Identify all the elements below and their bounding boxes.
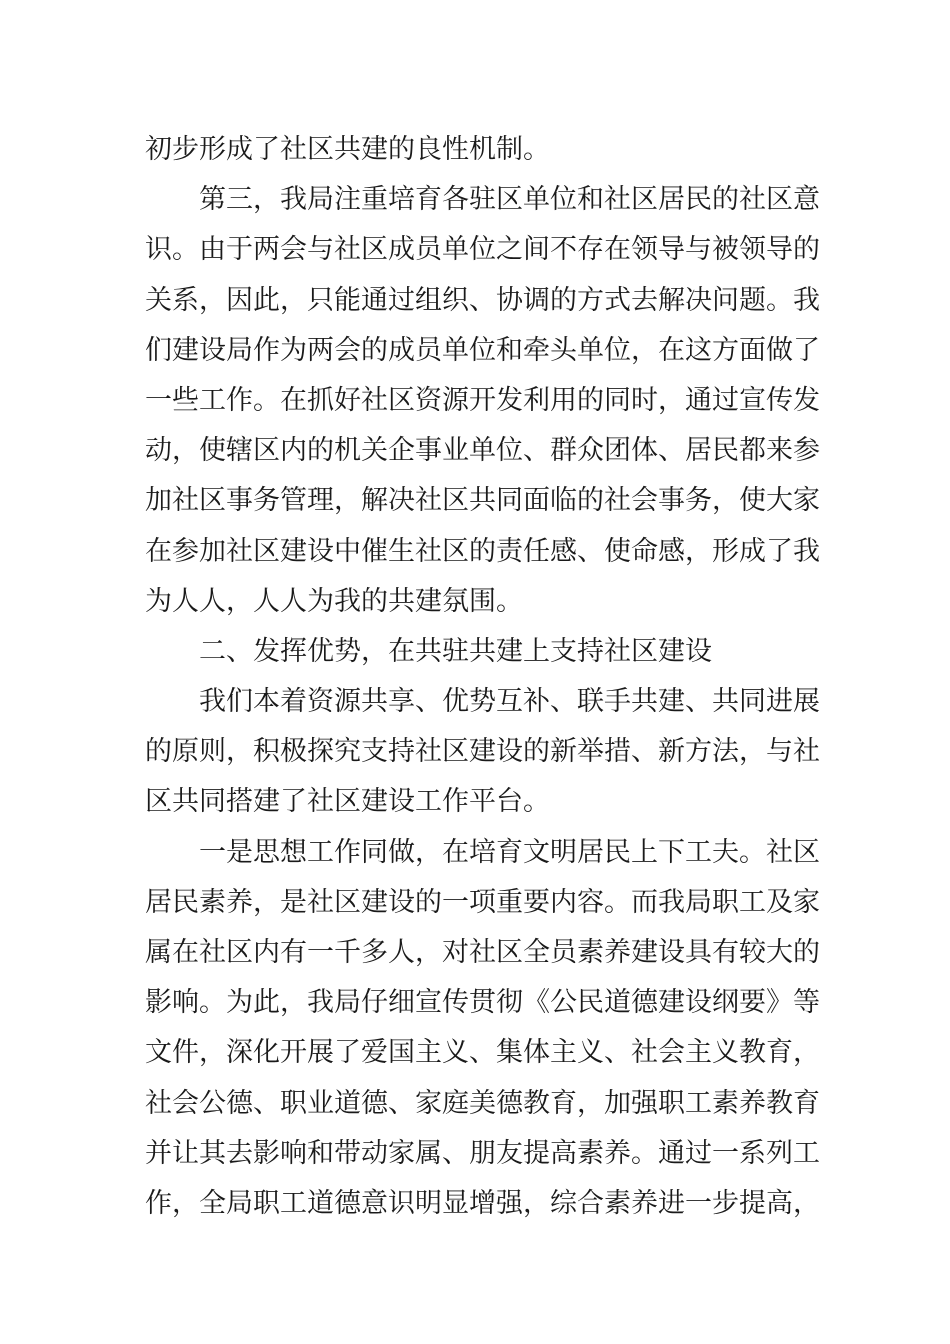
text-line: 的原则，积极探究支持社区建设的新举措、新方法，与社 <box>145 736 820 768</box>
text-line: 二、发挥优势，在共驻共建上支持社区建设 <box>199 635 712 667</box>
text-line: 作，全局职工道德意识明显增强，综合素养进一步提高， <box>145 1187 820 1219</box>
text-line: 初步形成了社区共建的良性机制。 <box>145 134 550 165</box>
document-body <box>145 125 820 1229</box>
text-line: 并让其去影响和带动家属、朋友提高素养。通过一系列工 <box>145 1137 820 1169</box>
text-line: 加社区事务管理，解决社区共同面临的社会事务，使大家 <box>145 485 820 517</box>
text-line: 居民素养，是社区建设的一项重要内容。而我局职工及家 <box>145 886 820 918</box>
text-line: 动，使辖区内的机关企事业单位、群众团体、居民都来参 <box>145 435 820 467</box>
text-line: 我们本着资源共享、优势互补、联手共建、共同进展 <box>199 686 820 718</box>
text-line: 为人人，人人为我的共建氛围。 <box>145 585 523 617</box>
text-line: 一是思想工作同做，在培育文明居民上下工夫。社区 <box>199 836 820 868</box>
text-line: 影响。为此，我局仔细宣传贯彻《公民道德建设纲要》等 <box>145 987 820 1019</box>
text-line: 们建设局作为两会的成员单位和牵头单位，在这方面做了 <box>145 334 820 366</box>
text-line: 属在社区内有一千多人，对社区全员素养建设具有较大的 <box>145 937 820 968</box>
text-line: 区共同搭建了社区建设工作平台。 <box>145 786 550 818</box>
text-line: 第三，我局注重培育各驻区单位和社区居民的社区意 <box>199 184 820 216</box>
text-line: 文件，深化开展了爱国主义、集体主义、社会主义教育， <box>145 1037 820 1069</box>
text-line: 识。由于两会与社区成员单位之间不存在领导与被领导的 <box>145 234 820 266</box>
text-line: 关系，因此，只能通过组织、协调的方式去解决问题。我 <box>145 284 820 316</box>
text-line: 社会公德、职业道德、家庭美德教育，加强职工素养教育 <box>145 1087 820 1119</box>
text-line: 在参加社区建设中催生社区的责任感、使命感，形成了我 <box>145 535 820 567</box>
text-line: 一些工作。在抓好社区资源开发利用的同时，通过宣传发 <box>145 384 820 416</box>
